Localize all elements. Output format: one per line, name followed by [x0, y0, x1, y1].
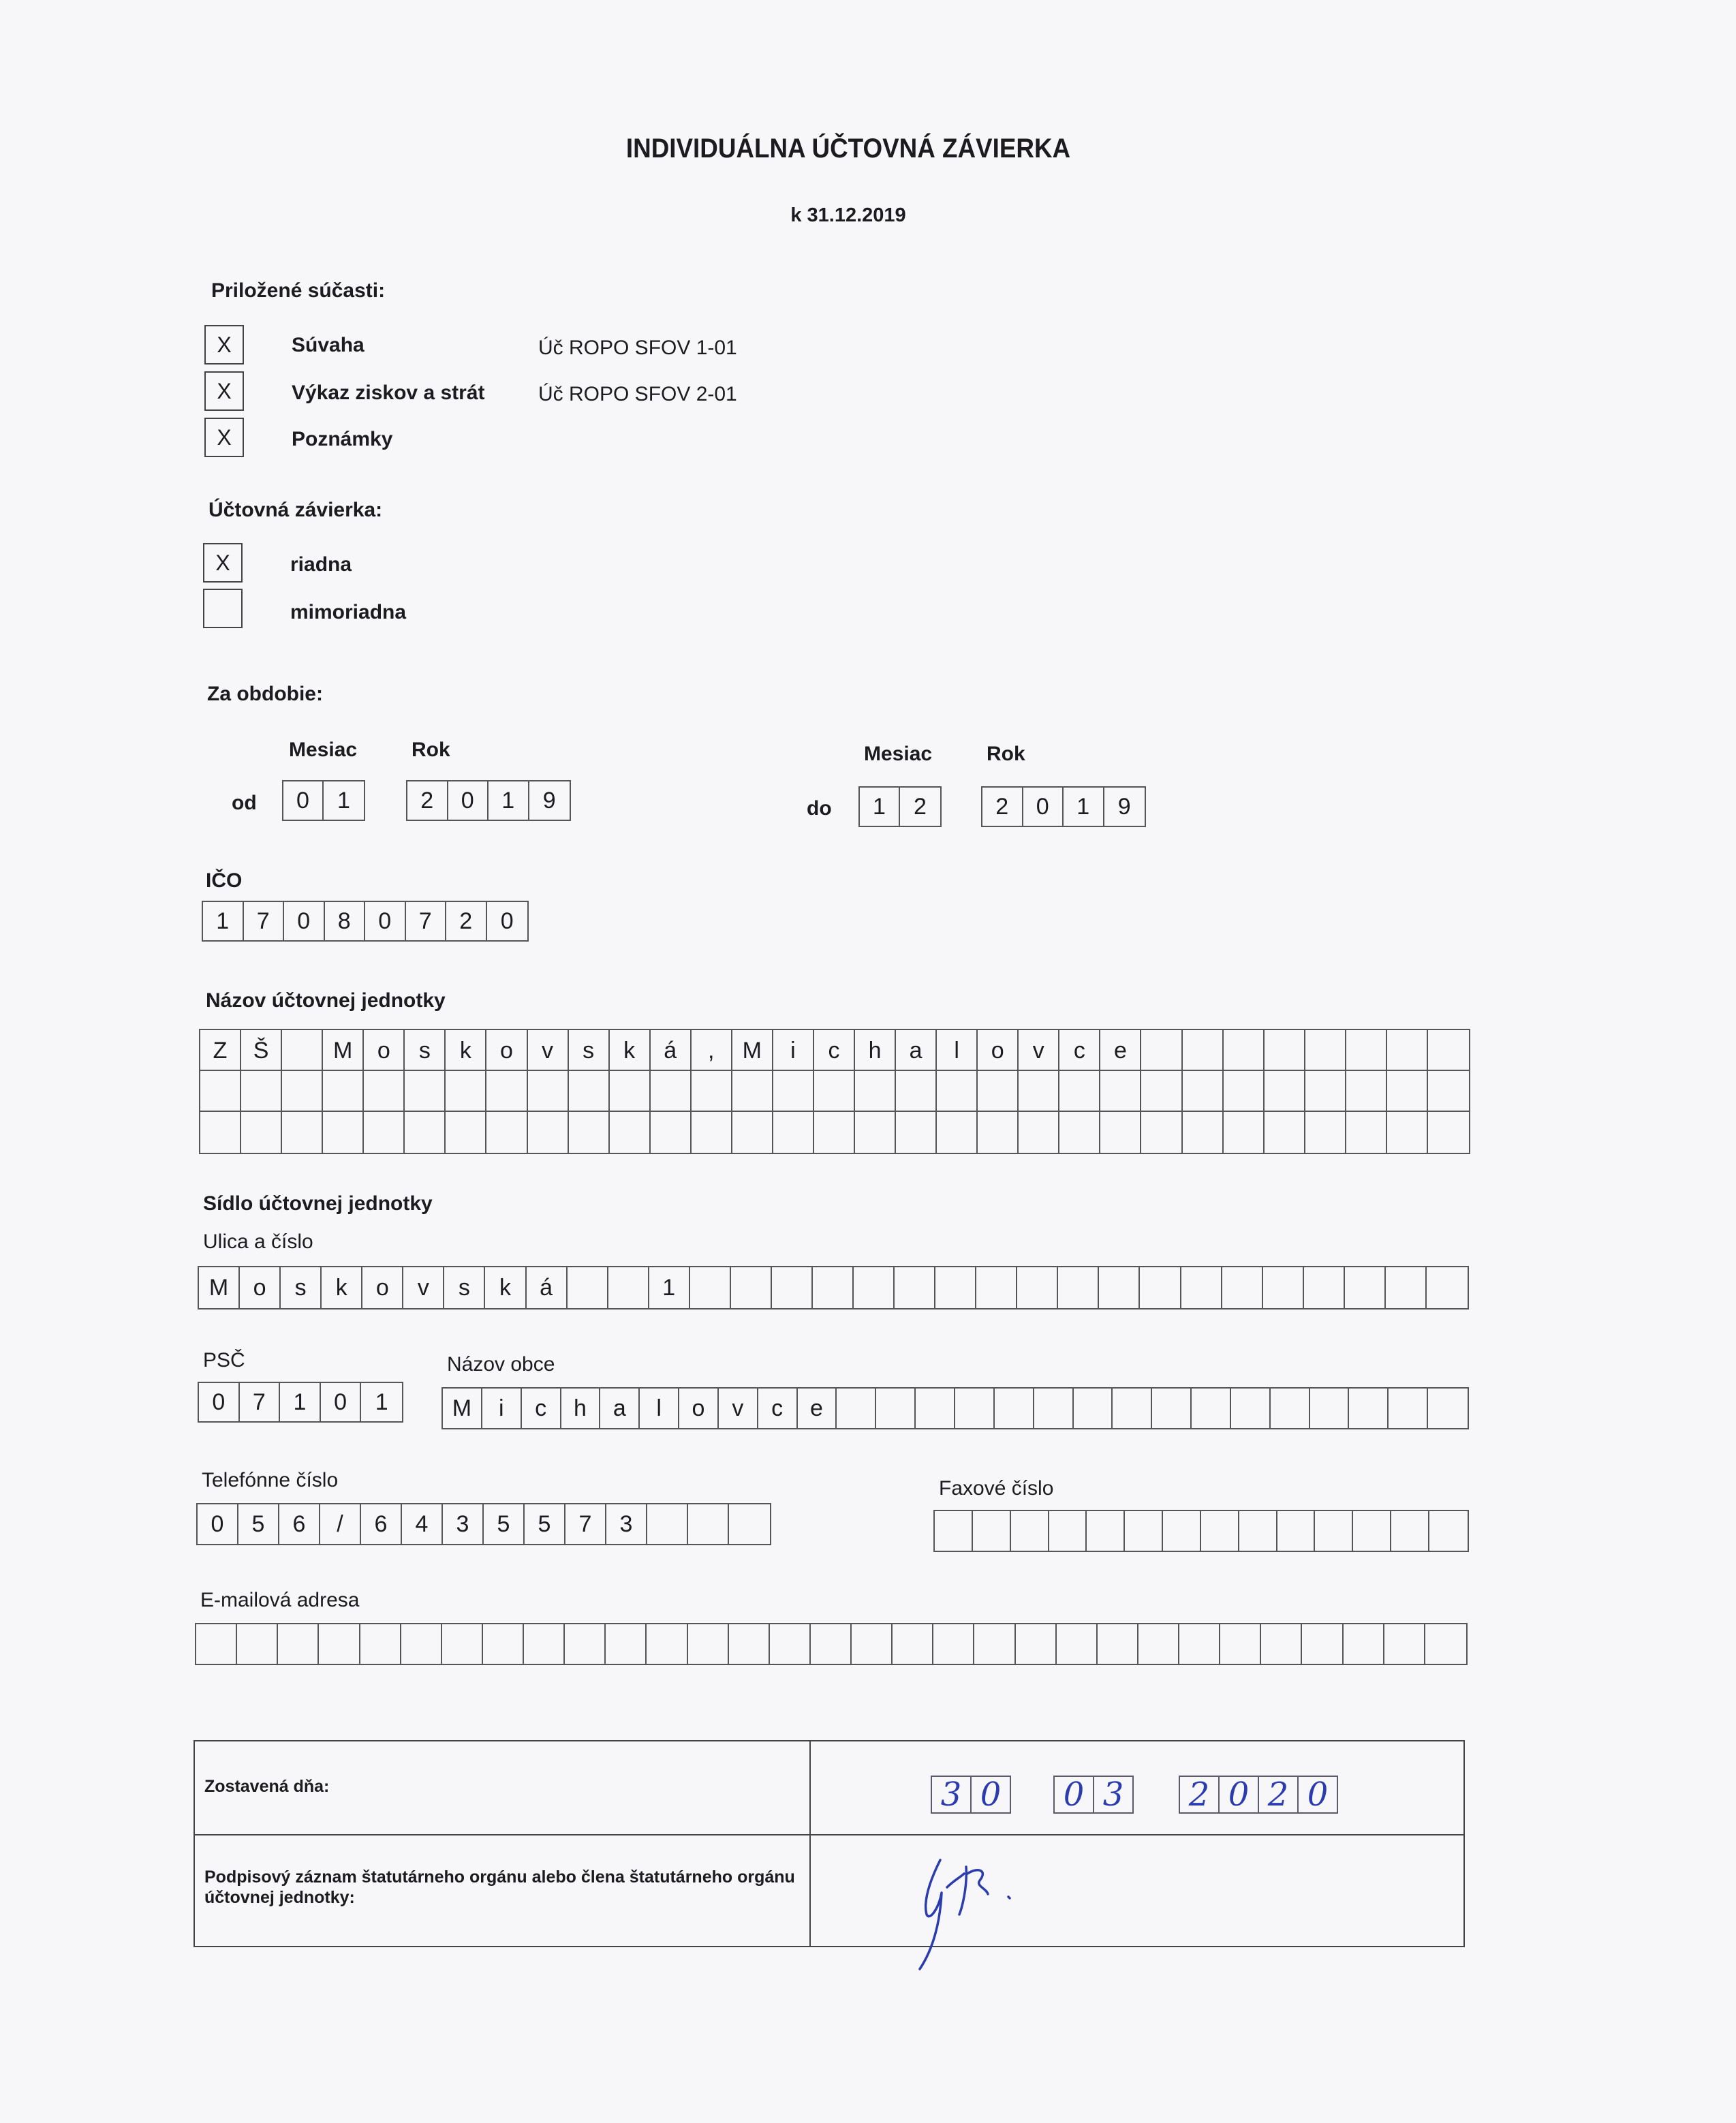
char-cell: 1 [1064, 788, 1104, 826]
char-cell: 0 [283, 781, 324, 820]
char-cell: o [486, 1030, 527, 1071]
char-cell [814, 1071, 855, 1112]
city-label: Názov obce [447, 1353, 555, 1376]
char-cell [852, 1624, 893, 1664]
char-cell: s [281, 1267, 322, 1308]
closing-label-mimoriadna: mimoriadna [290, 601, 407, 623]
from-month-field[interactable] [282, 780, 365, 821]
char-cell [282, 1112, 323, 1153]
char-cell [854, 1267, 895, 1308]
char-cell [282, 1030, 323, 1071]
char-cell: k [485, 1267, 526, 1308]
email-field[interactable] [195, 1623, 1468, 1665]
phone-label: Telefónne číslo [202, 1469, 339, 1491]
char-cell: i [482, 1389, 522, 1428]
char-cell [1428, 1030, 1469, 1071]
char-cell [1179, 1624, 1220, 1664]
char-cell: k [322, 1267, 362, 1308]
char-cell: 2 [982, 788, 1023, 826]
char-cell: 5 [238, 1504, 279, 1544]
char-cell: 9 [542, 787, 556, 813]
document-title: INDIVIDUÁLNA ÚČTOVNÁ ZÁVIERKA [625, 134, 1071, 164]
handwritten-digit: 3 [931, 1776, 972, 1814]
char-cell [606, 1624, 647, 1664]
char-cell [1265, 1030, 1305, 1071]
char-cell: 1 [280, 1383, 321, 1421]
char-cell: 0 [448, 781, 489, 820]
handwritten-digit: 2 [1179, 1776, 1220, 1814]
char-cell [1239, 1511, 1277, 1551]
char-cell [1141, 1030, 1182, 1071]
char-cell [486, 1071, 527, 1112]
char-cell: v [719, 1389, 758, 1428]
char-cell [528, 1071, 569, 1112]
handwritten-digit: 0 [1053, 1776, 1094, 1814]
char-cell [610, 1071, 651, 1112]
char-cell: á [527, 1267, 568, 1308]
char-cell [933, 1624, 974, 1664]
char-cell [483, 1624, 524, 1664]
handwritten-digit: 3 [1093, 1776, 1134, 1814]
char-cell: 0 [500, 908, 514, 934]
char-cell [729, 1624, 770, 1664]
char-cell: 0 [365, 902, 406, 940]
char-cell [1034, 1389, 1074, 1428]
char-cell: 7 [244, 902, 285, 940]
char-cell: M [732, 1030, 773, 1071]
char-cell [731, 1267, 772, 1308]
psc-label: PSČ [203, 1349, 245, 1372]
char-cell [319, 1624, 360, 1664]
char-cell [770, 1624, 811, 1664]
attachment-label-poznamky: Poznámky [292, 428, 393, 450]
char-cell [608, 1267, 649, 1308]
char-cell [241, 1071, 282, 1112]
char-cell [1428, 1071, 1469, 1112]
from-year-field[interactable] [406, 780, 571, 821]
char-cell: c [522, 1389, 561, 1428]
char-cell [237, 1624, 278, 1664]
char-cell: 6 [279, 1504, 320, 1544]
signature-table [193, 1740, 1465, 1947]
char-cell [1428, 1112, 1469, 1153]
char-cell [323, 1112, 364, 1153]
char-cell [978, 1071, 1019, 1112]
char-cell [528, 1112, 569, 1153]
char-cell [1305, 1071, 1346, 1112]
char-cell: v [1019, 1030, 1059, 1071]
char-cell [1429, 1511, 1468, 1551]
char-cell [690, 1267, 731, 1308]
attachment-label-suvaha: Súvaha [292, 334, 365, 356]
char-cell: v [528, 1030, 569, 1071]
char-cell [1346, 1112, 1387, 1153]
entity-name-label: Názov účtovnej jednotky [206, 989, 446, 1012]
to-year-field[interactable] [981, 786, 1146, 827]
char-cell [568, 1267, 608, 1308]
char-cell: 0 [199, 1383, 240, 1421]
attachments-heading: Priložené súčasti: [211, 279, 386, 302]
char-cell [688, 1624, 729, 1664]
compiled-month-field[interactable] [1053, 1776, 1132, 1814]
checkbox-poznamky[interactable]: X [204, 418, 244, 457]
char-cell: 7 [565, 1504, 606, 1544]
char-cell: s [444, 1267, 485, 1308]
char-cell [1305, 1030, 1346, 1071]
to-year-label: Rok [987, 743, 1025, 765]
char-cell: h [855, 1030, 896, 1071]
char-cell [732, 1071, 773, 1112]
handwritten-digit: 0 [970, 1776, 1011, 1814]
char-cell [1346, 1071, 1387, 1112]
char-cell: a [896, 1030, 937, 1071]
char-cell [1059, 1112, 1100, 1153]
entity-name-field[interactable] [199, 1029, 1470, 1154]
char-cell [1231, 1389, 1271, 1428]
ico-label: IČO [206, 869, 243, 892]
char-cell [1058, 1267, 1099, 1308]
char-cell: 0 [321, 1383, 362, 1421]
char-cell: o [978, 1030, 1019, 1071]
char-cell [729, 1504, 770, 1544]
checkbox-mimoriadna[interactable] [203, 589, 243, 628]
email-label: E-mailová adresa [200, 1589, 360, 1611]
from-month-label: Mesiac [289, 739, 358, 761]
char-cell: o [362, 1267, 403, 1308]
char-cell [360, 1624, 401, 1664]
char-cell [1181, 1267, 1222, 1308]
handwritten-digit: 0 [1297, 1776, 1338, 1814]
char-cell [1224, 1112, 1265, 1153]
char-cell [1017, 1267, 1058, 1308]
char-cell [1192, 1389, 1231, 1428]
char-cell [855, 1071, 896, 1112]
char-cell [1386, 1267, 1427, 1308]
char-cell [647, 1504, 688, 1544]
period-heading: Za obdobie: [207, 683, 323, 705]
char-cell: v [403, 1267, 444, 1308]
char-cell [1049, 1511, 1087, 1551]
char-cell [895, 1267, 935, 1308]
checkbox-suvaha[interactable]: X [204, 325, 244, 365]
to-label: do [807, 797, 832, 820]
char-cell: 0 [198, 1504, 238, 1544]
char-cell [732, 1112, 773, 1153]
char-cell [1016, 1624, 1057, 1664]
char-cell [405, 1071, 446, 1112]
char-cell: Š [241, 1030, 282, 1071]
char-cell [916, 1389, 955, 1428]
char-cell: l [640, 1389, 679, 1428]
entity-name-row [200, 1112, 1469, 1153]
char-cell: 5 [484, 1504, 525, 1544]
char-cell: 6 [361, 1504, 402, 1544]
char-cell [200, 1071, 241, 1112]
char-cell [973, 1511, 1011, 1551]
char-cell [935, 1267, 976, 1308]
char-cell [955, 1389, 995, 1428]
char-cell [1387, 1030, 1428, 1071]
char-cell [896, 1112, 937, 1153]
char-cell [1345, 1267, 1386, 1308]
sign-row [195, 1835, 1463, 1946]
char-cell [1183, 1071, 1224, 1112]
char-cell: 1 [649, 1267, 690, 1308]
char-cell [1346, 1030, 1387, 1071]
document-date: k 31.12.2019 [790, 204, 906, 226]
char-cell: s [569, 1030, 610, 1071]
from-label: od [232, 792, 257, 814]
char-cell [1057, 1624, 1098, 1664]
char-cell [692, 1071, 732, 1112]
char-cell [855, 1112, 896, 1153]
char-cell [773, 1112, 814, 1153]
char-cell [401, 1624, 442, 1664]
char-cell [1304, 1267, 1345, 1308]
char-cell [978, 1112, 1019, 1153]
char-cell [688, 1504, 729, 1544]
seat-heading: Sídlo účtovnej jednotky [203, 1192, 433, 1215]
checkbox-vykaz[interactable]: X [204, 371, 244, 411]
char-cell: h [561, 1389, 601, 1428]
char-cell: , [692, 1030, 732, 1071]
char-cell [442, 1624, 483, 1664]
char-cell: 1 [489, 781, 529, 820]
char-cell: e [798, 1389, 837, 1428]
char-cell [200, 1112, 241, 1153]
char-cell [1265, 1071, 1305, 1112]
char-cell: 7 [240, 1383, 281, 1421]
char-cell [1353, 1511, 1391, 1551]
char-cell [1019, 1071, 1059, 1112]
char-cell: c [758, 1389, 798, 1428]
char-cell [1201, 1511, 1239, 1551]
checkbox-riadna[interactable]: X [203, 543, 243, 583]
char-cell: M [199, 1267, 240, 1308]
char-cell: / [320, 1504, 361, 1544]
char-cell: o [364, 1030, 405, 1071]
char-cell [364, 1112, 405, 1153]
entity-name-row [200, 1071, 1469, 1112]
char-cell [610, 1112, 651, 1153]
char-cell [1302, 1624, 1343, 1664]
char-cell [896, 1071, 937, 1112]
to-month-label: Mesiac [864, 743, 933, 765]
phone-field[interactable] [196, 1503, 771, 1545]
char-cell: 3 [443, 1504, 484, 1544]
char-cell [1138, 1624, 1179, 1664]
char-cell: c [1059, 1030, 1100, 1071]
char-cell: 0 [1023, 788, 1064, 826]
char-cell: i [773, 1030, 814, 1071]
char-cell [1391, 1511, 1429, 1551]
char-cell [647, 1624, 687, 1664]
handwritten-digit: 0 [1218, 1776, 1259, 1814]
char-cell [772, 1267, 813, 1308]
char-cell [1100, 1071, 1141, 1112]
char-cell [1271, 1389, 1310, 1428]
char-cell [937, 1071, 978, 1112]
char-cell [651, 1071, 692, 1112]
char-cell [1100, 1112, 1141, 1153]
char-cell [1265, 1112, 1305, 1153]
char-cell [1141, 1112, 1182, 1153]
char-cell: s [405, 1030, 446, 1071]
char-cell: 2 [446, 902, 487, 940]
to-month-field[interactable] [858, 786, 942, 827]
char-cell [486, 1112, 527, 1153]
char-cell [811, 1624, 852, 1664]
char-cell [1141, 1071, 1182, 1112]
char-cell [1428, 1389, 1468, 1428]
closing-label-riadna: riadna [290, 553, 352, 576]
char-cell [813, 1267, 854, 1308]
char-cell: k [610, 1030, 651, 1071]
char-cell [565, 1624, 606, 1664]
char-cell [1315, 1511, 1353, 1551]
attachment-label-vykaz: Výkaz ziskov a strát [292, 382, 485, 404]
char-cell [1263, 1267, 1304, 1308]
char-cell: e [1100, 1030, 1141, 1071]
char-cell [1344, 1624, 1384, 1664]
char-cell [1277, 1511, 1316, 1551]
char-cell [937, 1112, 978, 1153]
char-cell [1074, 1389, 1113, 1428]
char-cell [1098, 1624, 1138, 1664]
char-cell [837, 1389, 876, 1428]
char-cell [1011, 1511, 1049, 1551]
fax-label: Faxové číslo [939, 1477, 1054, 1500]
char-cell [1224, 1071, 1265, 1112]
char-cell [405, 1112, 446, 1153]
char-cell [569, 1112, 610, 1153]
char-cell [1349, 1389, 1389, 1428]
char-cell [1152, 1389, 1192, 1428]
char-cell [1087, 1511, 1125, 1551]
char-cell [446, 1071, 486, 1112]
char-cell: M [443, 1389, 482, 1428]
char-cell [1384, 1624, 1425, 1664]
char-cell: 1 [860, 788, 900, 826]
char-cell: 7 [406, 902, 447, 940]
attachment-code-vykaz: Úč ROPO SFOV 2-01 [538, 383, 737, 405]
char-cell: 3 [606, 1504, 647, 1544]
char-cell: 9 [1117, 793, 1131, 820]
char-cell [1140, 1267, 1181, 1308]
char-cell [524, 1624, 565, 1664]
char-cell [364, 1071, 405, 1112]
fax-field[interactable] [933, 1510, 1469, 1552]
char-cell: c [814, 1030, 855, 1071]
sign-label: Podpisový záznam štatutárneho orgánu alebo člena štatutárneho orgánu účtovnej jednotky: [204, 1868, 795, 1907]
char-cell [893, 1624, 933, 1664]
char-cell [1099, 1267, 1140, 1308]
char-cell [1220, 1624, 1261, 1664]
char-cell [278, 1624, 319, 1664]
char-cell [651, 1112, 692, 1153]
compiled-label: Zostavená dňa: [204, 1777, 330, 1796]
handwritten-signature [899, 1840, 1063, 1976]
ico-field[interactable] [202, 901, 529, 942]
char-cell [935, 1511, 973, 1551]
char-cell: 8 [325, 902, 366, 940]
closing-type-heading: Účtovná závierka: [208, 499, 383, 521]
char-cell: 1 [375, 1389, 388, 1415]
char-cell [569, 1071, 610, 1112]
handwritten-digit: 2 [1258, 1776, 1299, 1814]
char-cell [1305, 1112, 1346, 1153]
char-cell [1261, 1624, 1302, 1664]
compiled-year-field[interactable] [1179, 1776, 1337, 1814]
char-cell [773, 1071, 814, 1112]
char-cell: M [323, 1030, 364, 1071]
char-cell [1427, 1267, 1468, 1308]
char-cell: 1 [203, 902, 244, 940]
char-cell [1310, 1389, 1350, 1428]
char-cell: a [600, 1389, 640, 1428]
char-cell [1183, 1030, 1224, 1071]
char-cell [974, 1624, 1015, 1664]
char-cell [1163, 1511, 1201, 1551]
char-cell [446, 1112, 486, 1153]
char-cell [1389, 1389, 1428, 1428]
char-cell [1019, 1112, 1059, 1153]
char-cell: o [240, 1267, 281, 1308]
char-cell: 2 [407, 781, 448, 820]
char-cell [323, 1071, 364, 1112]
char-cell: 1 [337, 787, 350, 813]
char-cell: Z [200, 1030, 241, 1071]
char-cell [1224, 1030, 1265, 1071]
attachment-code-suvaha: Úč ROPO SFOV 1-01 [538, 337, 737, 359]
compiled-day-field[interactable] [931, 1776, 1010, 1814]
char-cell [1425, 1624, 1466, 1664]
char-cell: l [937, 1030, 978, 1071]
char-cell [1387, 1112, 1428, 1153]
psc-field[interactable] [198, 1382, 403, 1423]
city-field[interactable] [441, 1387, 1469, 1429]
char-cell [1387, 1071, 1428, 1112]
char-cell: 2 [914, 793, 927, 820]
char-cell [976, 1267, 1017, 1308]
char-cell: o [679, 1389, 719, 1428]
char-cell [241, 1112, 282, 1153]
char-cell: á [651, 1030, 692, 1071]
char-cell [196, 1624, 237, 1664]
from-year-label: Rok [412, 739, 450, 761]
char-cell [1059, 1071, 1100, 1112]
char-cell: 0 [284, 902, 325, 940]
char-cell [995, 1389, 1034, 1428]
char-cell [1125, 1511, 1163, 1551]
char-cell: 4 [402, 1504, 443, 1544]
street-label: Ulica a číslo [203, 1230, 313, 1253]
char-cell: k [446, 1030, 486, 1071]
street-field[interactable] [198, 1266, 1469, 1310]
char-cell [876, 1389, 916, 1428]
char-cell [1222, 1267, 1263, 1308]
entity-name-row [200, 1030, 1469, 1071]
char-cell [814, 1112, 855, 1153]
char-cell [1183, 1112, 1224, 1153]
char-cell [1113, 1389, 1152, 1428]
char-cell [282, 1071, 323, 1112]
char-cell [692, 1112, 732, 1153]
char-cell: 5 [525, 1504, 565, 1544]
